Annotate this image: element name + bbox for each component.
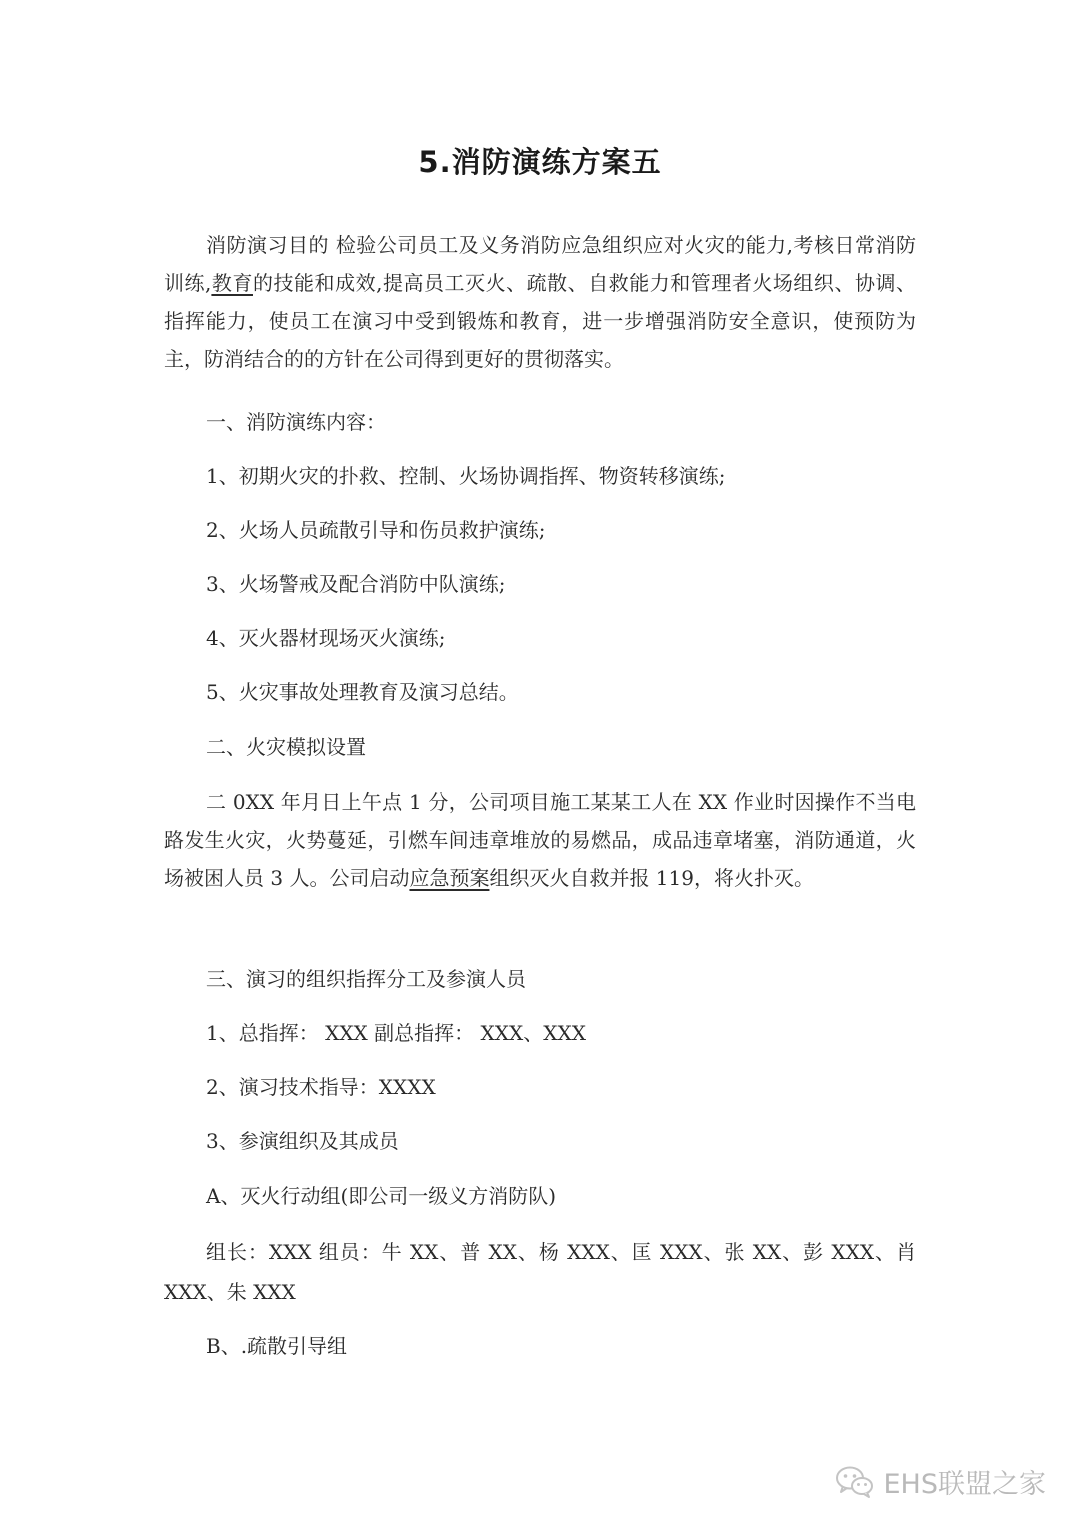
section1-item-2: 2、火场人员疏散引导和伤员救护演练; — [206, 518, 546, 542]
scenario-text-1: 二 0XX 年月日上午点 1 分，公司项目施工某某工人在 XX 作业时因操作不当电路发生火灾，火势蔓延，引燃车间违章堆放的易燃品，成品违章堵塞，消防通道，火场被困人员 3 人。公司启动 — [164, 790, 916, 890]
section2-heading: 二、火灾模拟设置 — [206, 735, 366, 759]
group-a-heading: A、灭火行动组(即公司一级义方消防队) — [206, 1184, 557, 1208]
intro-text-2: 的技能和成效,提高员工灭火、疏散、自救能力和管理者火场组织、协调、指挥能力，使员工在演习中受到锻炼和教育，进一步增强消防安全意识，使预防为主，防消结合的的方针在公司得到更好的贯彻落实。 — [164, 271, 917, 371]
group-b-heading: B、.疏散引导组 — [206, 1334, 348, 1358]
watermark — [835, 1462, 1046, 1501]
scenario-text-2: 组织灭火自救并报 119，将火扑灭。 — [489, 866, 814, 890]
section3-item-1: 1、总指挥： XXX 副总指挥： XXX、XXX — [206, 1021, 586, 1045]
intro-text-1: 消防演习目的 检验公司员工及义务消防应急组织应对火灾的能力,考核日常消防训练, — [164, 233, 916, 295]
section3-heading: 三、演习的组织指挥分工及参演人员 — [206, 967, 526, 991]
education-link[interactable]: 教育 — [211, 271, 253, 295]
wechat-icon — [835, 1465, 875, 1499]
section3-item-3: 3、参演组织及其成员 — [206, 1129, 399, 1153]
section1-item-1: 1、初期火灾的扑救、控制、火场协调指挥、物资转移演练; — [206, 464, 726, 488]
watermark-text: EHS联盟之家 — [883, 1469, 1046, 1500]
group-a-members: 组长：XXX 组员：牛 XX、普 XX、杨 XXX、匡 XXX、张 XX、彭 XXX、肖 XXX、朱 XXX — [164, 1240, 916, 1304]
document-title: 5.消防演练方案五 — [418, 145, 662, 179]
section1-item-5: 5、火灾事故处理教育及演习总结。 — [206, 680, 519, 704]
section1-item-3: 3、火场警戒及配合消防中队演练; — [206, 572, 506, 596]
section1-item-4: 4、灭火器材现场灭火演练; — [206, 626, 446, 650]
section3-item-2: 2、演习技术指导：XXXX — [206, 1075, 436, 1099]
intro-paragraph — [164, 226, 916, 378]
section1-heading: 一、消防演练内容： — [206, 410, 386, 434]
fire-scenario-paragraph — [164, 783, 916, 897]
emergency-plan-link[interactable]: 应急预案 — [409, 866, 490, 890]
